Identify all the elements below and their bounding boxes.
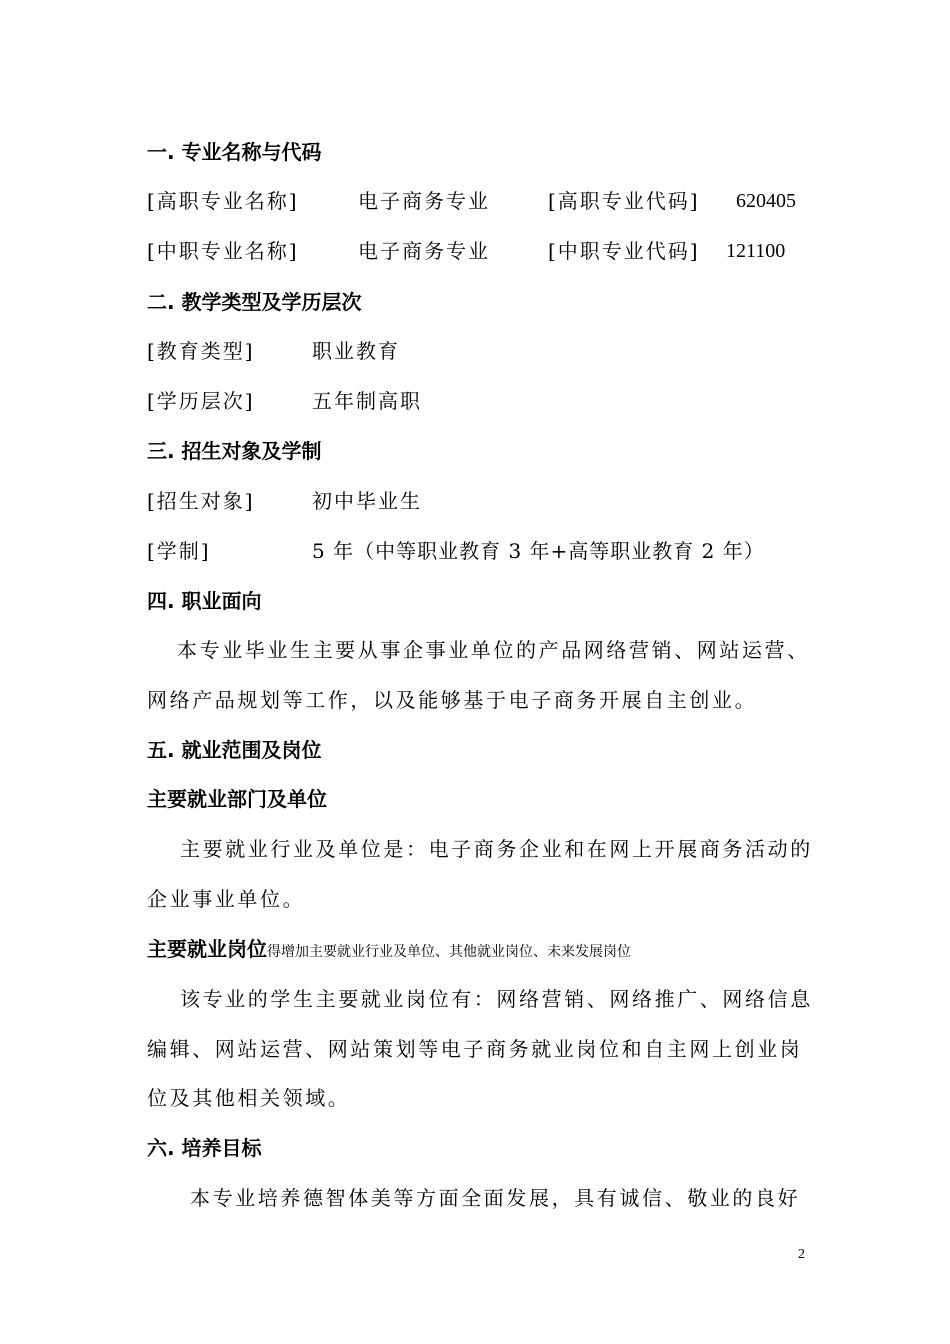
row-enrollment-target [147,487,255,515]
paragraph-line: 编辑、网站运营、网站策划等电子商务就业岗位和自主网上创业岗 [147,1037,803,1061]
subheading-departments: 主要就业部门及单位 [147,787,327,811]
row-education-type [147,337,255,365]
paragraph-line: 本专业毕业生主要从事企事业单位的产品网络营销、网站运营、 [177,638,810,662]
field-label: [高职专业代码] [548,189,700,213]
field-value: 121100 [726,240,786,262]
field-value: 5 年（中等职业教育 3 年+高等职业教育 2 年） [312,539,765,563]
subheading-positions-title: 主要就业岗位 [147,937,267,961]
field-value: 620405 [736,190,796,212]
field-label: [招生对象] [147,489,255,513]
field-label: [中职专业名称] [147,239,299,263]
section-4-heading: 四. 职业面向 [147,589,262,613]
section-1-heading: 一. 专业名称与代码 [147,140,322,164]
field-value: 初中毕业生 [312,489,422,513]
field-value: 职业教育 [312,339,400,363]
field-value: 电子商务专业 [358,189,490,213]
row-secondary-vocational-name [147,237,299,265]
section-6-heading: 六. 培养目标 [147,1136,262,1160]
field-value: 电子商务专业 [358,239,490,263]
section-5-heading: 五. 就业范围及岗位 [147,738,322,762]
row-study-length [147,537,211,565]
editor-note: 得增加主要就业行业及单位、其他就业岗位、未来发展岗位 [267,944,631,960]
paragraph-line: 企业事业单位。 [147,887,306,911]
row-high-vocational-name [147,187,299,215]
paragraph-line: 主要就业行业及单位是：电子商务企业和在网上开展商务活动的 [180,837,813,861]
field-label: [中职专业代码] [548,239,700,263]
subheading-positions [147,935,631,966]
field-label: [高职专业名称] [147,189,299,213]
paragraph-line: 网络产品规划等工作，以及能够基于电子商务开展自主创业。 [147,688,758,712]
paragraph-line: 本专业培养德智体美等方面全面发展，具有诚信、敬业的良好 [190,1186,801,1210]
field-label: [教育类型] [147,339,255,363]
field-label: [学历层次] [147,389,255,413]
paragraph-line: 该专业的学生主要就业岗位有：网络营销、网络推广、网络信息 [180,987,813,1011]
page-number: 2 [798,1247,805,1262]
field-value: 五年制高职 [312,389,422,413]
paragraph-line: 位及其他相关领域。 [147,1086,351,1110]
row-education-level [147,387,255,415]
section-3-heading: 三. 招生对象及学制 [147,439,322,463]
field-label: [学制] [147,539,211,563]
section-2-heading: 二. 教学类型及学历层次 [147,290,362,314]
